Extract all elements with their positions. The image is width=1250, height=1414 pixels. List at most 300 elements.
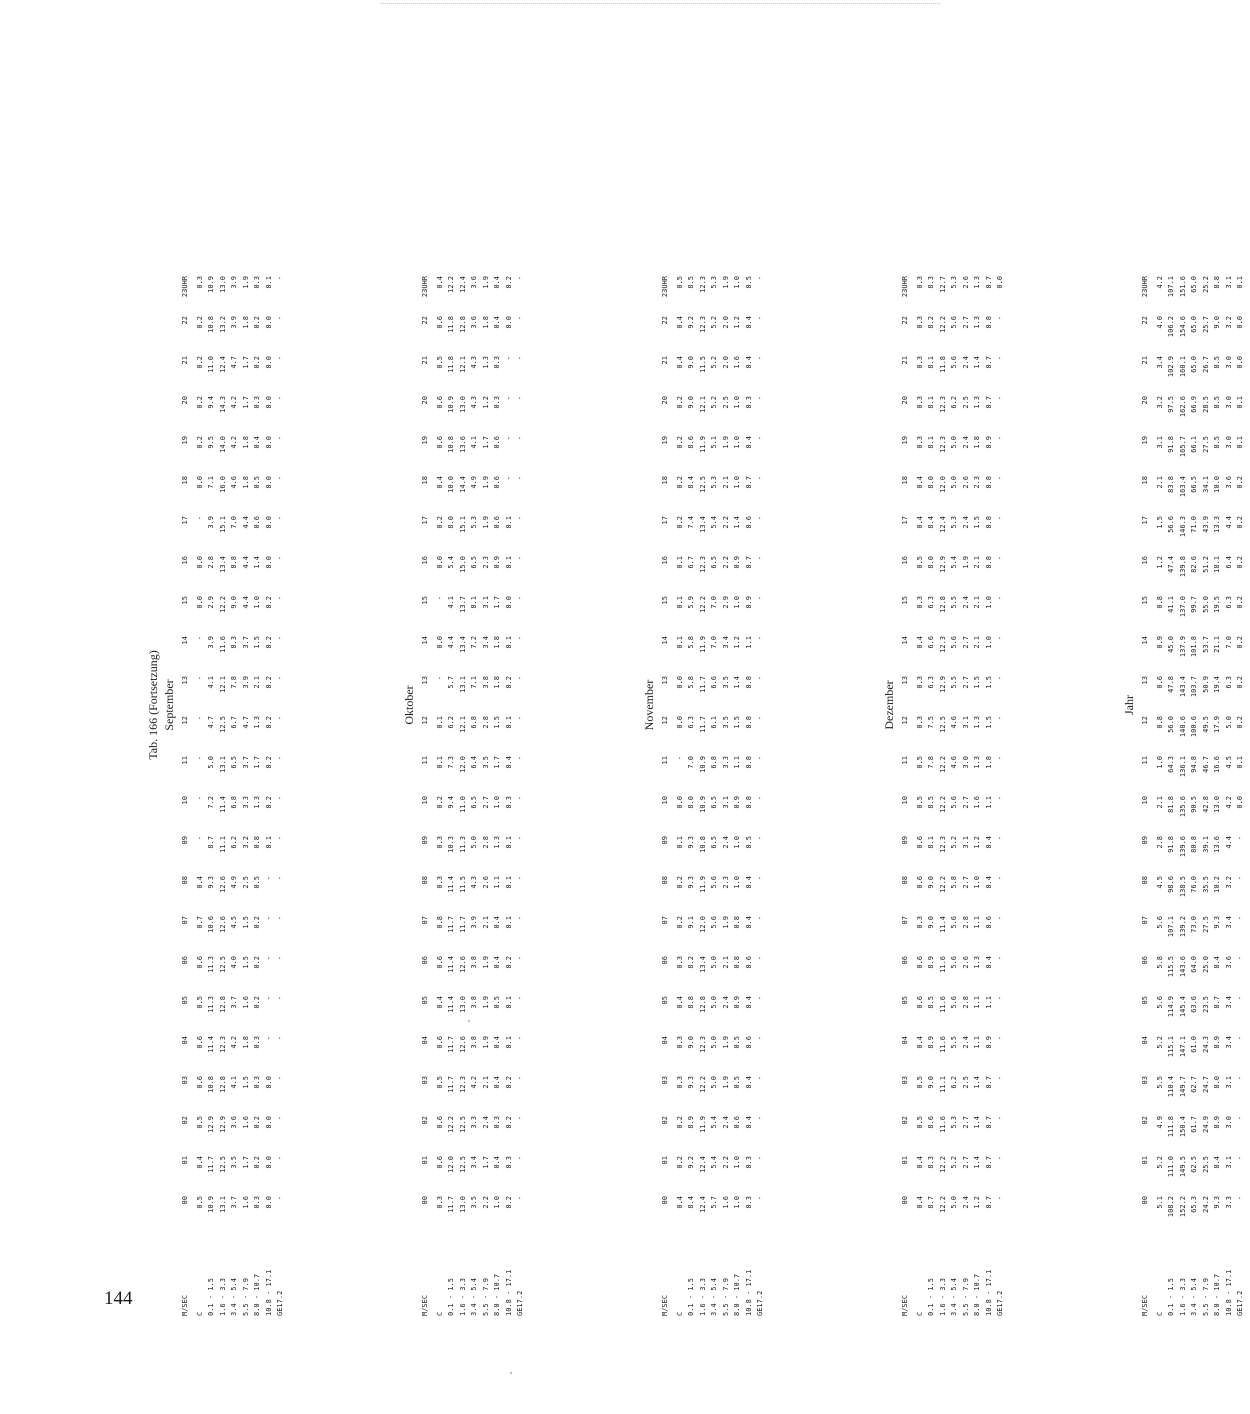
column-header: 04 — [901, 1036, 909, 1045]
table-cell: 12.6 — [458, 1036, 467, 1053]
table-cell: 8.5 — [927, 796, 935, 809]
table-cell: 45.0 — [1167, 636, 1175, 653]
table-cell: 11.3 — [207, 996, 215, 1013]
table-cell: 9.2 — [687, 1156, 695, 1169]
column-header: 11 — [901, 756, 909, 765]
table-cell: - — [516, 916, 524, 921]
table-cell: - — [516, 676, 524, 681]
table-cell: 8.7 — [207, 836, 215, 849]
table-title: Tab. 166 (Fortsetzung) — [146, 650, 160, 760]
table-cell: 0.8 — [1155, 716, 1164, 729]
table-cell: 12.5 — [218, 1156, 227, 1173]
table-cell: 3.4 — [470, 1156, 478, 1169]
table-cell: 12.3 — [218, 1036, 227, 1053]
table-cell: 0.3 — [915, 316, 924, 329]
table-cell: 5.6 — [950, 636, 958, 649]
table-cell: 1.7 — [493, 756, 501, 769]
table-cell: 12.3 — [938, 396, 947, 413]
table-cell: 162.6 — [1178, 396, 1187, 418]
section-title: September — [162, 679, 176, 731]
table-cell: 7.1 — [470, 676, 478, 689]
table-cell: 5.4 — [950, 556, 958, 569]
table-cell: 66.1 — [1190, 436, 1198, 453]
table-cell: 62.5 — [1190, 1156, 1198, 1173]
table-row — [744, 276, 756, 1316]
table-cell: 1.7 — [481, 1156, 490, 1169]
column-header: 23UHR — [661, 276, 669, 298]
table-cell: 2.2 — [721, 1156, 730, 1169]
table-cell: 6.7 — [230, 716, 238, 729]
table-cell: 0.4 — [915, 516, 924, 529]
table-cell: 12.7 — [938, 276, 947, 293]
table-cell: 11.7 — [698, 676, 707, 693]
table-cell: - — [996, 1116, 1004, 1121]
table-cell: 0.1 — [504, 636, 513, 649]
table-cell: 12.1 — [218, 676, 227, 693]
table-cell: 111.0 — [1167, 1156, 1175, 1178]
table-cell: 14.4 — [458, 476, 467, 493]
table-cell: 3.1 — [1224, 1156, 1233, 1169]
table-cell: 0.6 — [984, 916, 993, 929]
table-cell: 6.3 — [927, 596, 935, 609]
table-cell: 1.9 — [481, 996, 490, 1009]
table-cell: 12.4 — [938, 516, 947, 533]
table-cell: 6.7 — [687, 556, 695, 569]
table-cell: - — [516, 1196, 524, 1201]
table-cell: - — [504, 356, 513, 361]
table-cell: 9.0 — [927, 876, 935, 889]
table-cell: 2.4 — [961, 1036, 970, 1049]
table-cell: 9.0 — [687, 396, 695, 409]
table-cell: - — [276, 916, 284, 921]
table-cell: - — [756, 356, 764, 361]
table-cell: 47.4 — [1167, 556, 1175, 573]
table-cell: 2.7 — [961, 1156, 970, 1169]
table-cell: 0.7 — [984, 1116, 993, 1129]
table-cell: 16.0 — [218, 476, 227, 493]
table-cell: 0.6 — [195, 1036, 204, 1049]
table-cell: 111.8 — [1167, 1116, 1175, 1138]
column-header: 04 — [661, 1036, 669, 1045]
column-header: 14 — [181, 636, 189, 645]
column-header: 18 — [901, 476, 909, 485]
column-header: 09 — [1141, 836, 1149, 845]
column-header: 01 — [421, 1156, 429, 1165]
column-header: 15 — [181, 596, 189, 605]
row-label: 10.8 - 17.1 — [264, 1269, 273, 1316]
table-cell: 0.3 — [915, 276, 924, 289]
table-cell: 0.1 — [504, 1036, 513, 1049]
table-cell: 1.8 — [493, 636, 501, 649]
table-cell: 4.6 — [230, 476, 238, 489]
table-cell: 3.9 — [241, 676, 250, 689]
table-cell: - — [276, 1036, 284, 1041]
table-cell: 2.6 — [961, 956, 970, 969]
table-cell: - — [756, 516, 764, 521]
table-cell: 0.7 — [984, 1076, 993, 1089]
table-cell: - — [756, 1116, 764, 1121]
table-cell: - — [516, 756, 524, 761]
table-cell: 11.8 — [447, 316, 455, 333]
table-cell: 8.7 — [1213, 996, 1221, 1009]
table-cell: 0.6 — [915, 836, 924, 849]
table-cell: 6.3 — [927, 676, 935, 689]
table-cell: 8.4 — [687, 1196, 695, 1209]
table-cell: 11.7 — [447, 916, 455, 933]
table-cell: 13.0 — [458, 396, 467, 413]
table-cell: 12.2 — [938, 1196, 947, 1213]
column-header: 10 — [901, 796, 909, 805]
table-cell: 0.3 — [253, 1196, 261, 1209]
table-cell: 7.8 — [927, 756, 935, 769]
table-cell: 0.0 — [195, 556, 204, 569]
column-header: 22 — [181, 316, 189, 325]
table-cell: 8.1 — [927, 396, 935, 409]
table-row — [984, 276, 996, 1316]
table-cell: 4.2 — [230, 436, 238, 449]
table-cell: 1.0 — [733, 276, 741, 289]
table-cell: 106.2 — [1167, 316, 1175, 338]
column-header: 04 — [1141, 1036, 1149, 1045]
column-header: 01 — [901, 1156, 909, 1165]
table-cell: 12.6 — [458, 956, 467, 973]
table-cell: 12.2 — [938, 756, 947, 773]
column-header: 08 — [421, 876, 429, 885]
table-cell: 7.8 — [230, 676, 238, 689]
table-cell: 12.8 — [218, 1076, 227, 1093]
table-cell: 0.4 — [435, 476, 444, 489]
table-cell: 0.4 — [744, 436, 753, 449]
table-cell: 0.1 — [1236, 276, 1244, 289]
column-header: 16 — [181, 556, 189, 565]
table-row — [469, 276, 481, 1316]
table-cell: 3.6 — [1224, 956, 1233, 969]
table-cell: 0.0 — [435, 556, 444, 569]
table-cell: - — [1236, 996, 1244, 1001]
table-cell: 1.9 — [721, 436, 730, 449]
table-cell: 5.0 — [207, 756, 215, 769]
table-row — [961, 276, 973, 1316]
table-cell: 3.2 — [1224, 876, 1233, 889]
table-cell: 98.6 — [1167, 876, 1175, 893]
table-section — [162, 90, 290, 1320]
table-cell: 2.3 — [973, 476, 981, 489]
table-cell: 143.4 — [1178, 676, 1187, 698]
table-cell: 3.2 — [1224, 316, 1233, 329]
table-cell: 0.4 — [195, 876, 204, 889]
table-cell: 5.9 — [687, 596, 695, 609]
table-cell: 0.6 — [195, 956, 204, 969]
table-cell: 6.3 — [1224, 596, 1233, 609]
table-cell: 4.2 — [230, 396, 238, 409]
table-cell: 0.9 — [733, 996, 741, 1009]
column-header: 23UHR — [181, 276, 189, 298]
table-cell: 1.3 — [973, 956, 981, 969]
table-cell: 0.0 — [504, 316, 513, 329]
scan-speck — [468, 1020, 470, 1022]
column-header: 04 — [181, 1036, 189, 1045]
table-cell: 8.5 — [687, 276, 695, 289]
table-cell: 12.3 — [698, 316, 707, 333]
table-cell: 10.8 — [698, 836, 707, 853]
table-cell: 0.5 — [195, 996, 204, 1009]
column-header: 22 — [661, 316, 669, 325]
table-cell: 11.4 — [447, 876, 455, 893]
table-cell: 0.9 — [733, 556, 741, 569]
table-cell: 138.5 — [1178, 876, 1187, 898]
table-cell: 6.8 — [710, 756, 718, 769]
table-cell: 82.6 — [1190, 556, 1198, 573]
table-cell: 5.0 — [1224, 716, 1233, 729]
table-cell: 65.0 — [1190, 276, 1198, 293]
column-header: 13 — [661, 676, 669, 685]
table-row — [1166, 276, 1178, 1316]
table-cell: 5.6 — [710, 916, 718, 929]
table-cell: 10.6 — [207, 916, 215, 933]
table-cell: 4.1 — [470, 436, 478, 449]
table-cell: 12.5 — [938, 716, 947, 733]
table-cell: - — [756, 1156, 764, 1161]
table-cell: - — [276, 316, 284, 321]
table-cell: 115.5 — [1167, 956, 1175, 978]
table-cell: 2.1 — [721, 476, 730, 489]
table-cell: 12.9 — [938, 676, 947, 693]
table-cell: 0.1 — [675, 556, 684, 569]
table-cell: 0.8 — [984, 476, 993, 489]
table-cell: 0.6 — [493, 436, 501, 449]
table-cell: 1.5 — [493, 716, 501, 729]
table-cell: 0.1 — [435, 756, 444, 769]
table-cell: - — [195, 636, 204, 641]
row-label: 0.1 - 1.5 — [687, 1278, 695, 1316]
table-cell: 4.0 — [1155, 316, 1164, 329]
table-cell: 0.8 — [435, 916, 444, 929]
table-cell: 12.4 — [698, 1196, 707, 1213]
table-cell: - — [516, 796, 524, 801]
table-cell: 5.6 — [950, 916, 958, 929]
table-row — [732, 276, 744, 1316]
table-cell: 4.7 — [241, 716, 250, 729]
table-cell: 5.8 — [687, 676, 695, 689]
table-cell: 28.5 — [1201, 396, 1210, 413]
table-cell: - — [996, 756, 1004, 761]
table-cell: 12.3 — [698, 1036, 707, 1053]
table-cell: 1.3 — [973, 756, 981, 769]
table-cell: 0.2 — [195, 396, 204, 409]
table-cell: 1.0 — [1155, 756, 1164, 769]
table-cell: - — [276, 796, 284, 801]
table-row — [755, 276, 767, 1316]
column-header: 18 — [661, 476, 669, 485]
table-row — [446, 276, 458, 1316]
table-cell: - — [996, 396, 1004, 401]
column-header: 01 — [661, 1156, 669, 1165]
column-header: 20 — [1141, 396, 1149, 405]
table-cell: 0.4 — [915, 1156, 924, 1169]
table-cell: - — [756, 956, 764, 961]
table-cell: 12.2 — [447, 1116, 455, 1133]
table-cell: - — [996, 356, 1004, 361]
column-header: 20 — [901, 396, 909, 405]
table-cell: 5.6 — [1155, 996, 1164, 1009]
column-header: 01 — [1141, 1156, 1149, 1165]
table-cell: 5.4 — [710, 516, 718, 529]
column-header: 02 — [181, 1116, 189, 1125]
table-row — [721, 276, 733, 1316]
table-cell: 4.9 — [470, 476, 478, 489]
table-cell: 6.6 — [710, 676, 718, 689]
table-cell: 0.6 — [744, 516, 753, 529]
table-cell: 0.0 — [996, 276, 1004, 289]
table-cell: 9.3 — [1213, 916, 1221, 929]
table-cell: 0.1 — [675, 636, 684, 649]
table-cell: 4.5 — [1224, 756, 1233, 769]
table-cell: 101.8 — [1190, 636, 1198, 658]
table-cell: 5.3 — [470, 516, 478, 529]
table-cell: 151.6 — [1178, 276, 1187, 298]
table-cell: 2.3 — [481, 556, 490, 569]
table-cell: 4.4 — [1224, 516, 1233, 529]
table-cell: 12.5 — [218, 956, 227, 973]
table-cell: 13.6 — [458, 436, 467, 453]
table-cell: 12.8 — [458, 316, 467, 333]
table-cell: 0.5 — [744, 836, 753, 849]
table-cell: - — [516, 996, 524, 1001]
table-cell: 25.2 — [1201, 276, 1210, 293]
table-cell: 1.3 — [973, 316, 981, 329]
table-cell: 0.4 — [744, 996, 753, 1009]
table-cell: 91.8 — [1167, 836, 1175, 853]
table-cell: - — [516, 636, 524, 641]
row-label: C — [1155, 1311, 1164, 1316]
table-cell: 9.0 — [1213, 316, 1221, 329]
table-cell: 23.5 — [1201, 996, 1210, 1013]
table-cell: 12.8 — [698, 996, 707, 1013]
scan-speck — [510, 1372, 512, 1374]
table-cell: 0.6 — [435, 396, 444, 409]
table-row — [1201, 276, 1213, 1316]
table-cell: 1.7 — [241, 356, 250, 369]
table-cell: 0.4 — [744, 916, 753, 929]
table-cell: 4.9 — [1155, 1116, 1164, 1129]
table-row — [1212, 276, 1224, 1316]
column-header: 22 — [421, 316, 429, 325]
table-cell: 3.0 — [961, 756, 970, 769]
table-cell: - — [195, 756, 204, 761]
row-label: 0.1 - 1.5 — [927, 1278, 935, 1316]
table-cell: 0.0 — [1236, 796, 1244, 809]
table-cell: 5.6 — [710, 876, 718, 889]
table-cell: 12.5 — [458, 1156, 467, 1173]
header-row — [900, 276, 912, 1316]
table-cell: 65.0 — [1190, 316, 1198, 333]
table-cell: 0.5 — [733, 1076, 741, 1089]
table-cell: 5.7 — [447, 676, 455, 689]
table-cell: - — [276, 1116, 284, 1121]
table-cell: 6.3 — [1224, 676, 1233, 689]
table-cell: 0.6 — [435, 1116, 444, 1129]
column-header: 20 — [421, 396, 429, 405]
table-cell: 0.1 — [435, 716, 444, 729]
table-cell: 1.7 — [241, 396, 250, 409]
table-cell: 13.4 — [458, 636, 467, 653]
table-cell: 41.1 — [1167, 596, 1175, 613]
table-cell: 0.6 — [493, 476, 501, 489]
table-cell: 1.4 — [973, 356, 981, 369]
table-cell: 11.0 — [207, 356, 215, 373]
table-row — [686, 276, 698, 1316]
table-cell: 0.2 — [504, 956, 513, 969]
table-cell: 8.6 — [927, 1116, 935, 1129]
table-cell: 21.1 — [1213, 636, 1221, 653]
table-cell: - — [516, 876, 524, 881]
section-title: Dezember — [882, 680, 896, 730]
table-cell: 9.3 — [1213, 1196, 1221, 1209]
table-cell: 7.0 — [230, 516, 238, 529]
table-cell: 5.6 — [1155, 916, 1164, 929]
table-cell: 0.3 — [253, 276, 261, 289]
table-cell: 4.7 — [207, 716, 215, 729]
table-cell: 1.9 — [961, 556, 970, 569]
column-header: 21 — [901, 356, 909, 365]
table-cell: 55.0 — [1201, 596, 1210, 613]
table-cell: 5.2 — [710, 396, 718, 409]
table-cell: 1.2 — [733, 316, 741, 329]
table-cell: 6.2 — [230, 836, 238, 849]
column-header: 07 — [661, 916, 669, 925]
table-cell: 24.9 — [1201, 1116, 1210, 1133]
table-cell: 2.0 — [721, 316, 730, 329]
table-cell: - — [504, 436, 513, 441]
table-cell: 2.5 — [961, 396, 970, 409]
table-cell: 0.1 — [504, 996, 513, 1009]
table-cell: 0.4 — [744, 316, 753, 329]
table-cell: 99.7 — [1190, 596, 1198, 613]
header-row — [420, 276, 432, 1316]
table-cell: 5.0 — [710, 1076, 718, 1089]
table-cell: 6.1 — [710, 716, 718, 729]
table-cell: 3.6 — [470, 276, 478, 289]
table-cell: - — [996, 996, 1004, 1001]
table-cell: 61.7 — [1190, 1116, 1198, 1133]
table-cell: 110.4 — [1167, 1076, 1175, 1098]
table-cell: 4.4 — [241, 516, 250, 529]
column-header: 09 — [661, 836, 669, 845]
table-cell: - — [1236, 1036, 1244, 1041]
table-cell: 0.2 — [504, 1196, 513, 1209]
table-cell: - — [276, 356, 284, 361]
table-cell: 0.0 — [264, 356, 273, 369]
table-cell: 9.0 — [687, 1036, 695, 1049]
table-cell: 0.7 — [195, 916, 204, 929]
table-cell: 4.7 — [230, 356, 238, 369]
data-grid — [420, 276, 527, 1316]
table-cell: 1.0 — [733, 1196, 741, 1209]
table-cell: 4.4 — [1224, 836, 1233, 849]
table-cell: 0.6 — [435, 436, 444, 449]
table-cell: 0.8 — [1155, 596, 1164, 609]
table-cell: 3.7 — [241, 756, 250, 769]
table-cell: 25.0 — [1201, 956, 1210, 973]
table-cell: 0.4 — [493, 1036, 501, 1049]
table-cell: 0.2 — [253, 356, 261, 369]
column-header: 18 — [421, 476, 429, 485]
table-cell: 1.6 — [973, 796, 981, 809]
table-cell: 0.1 — [264, 276, 273, 289]
table-cell: 3.1 — [1155, 436, 1164, 449]
table-cell: 14.0 — [218, 436, 227, 453]
table-cell: 1.5 — [241, 1076, 250, 1089]
